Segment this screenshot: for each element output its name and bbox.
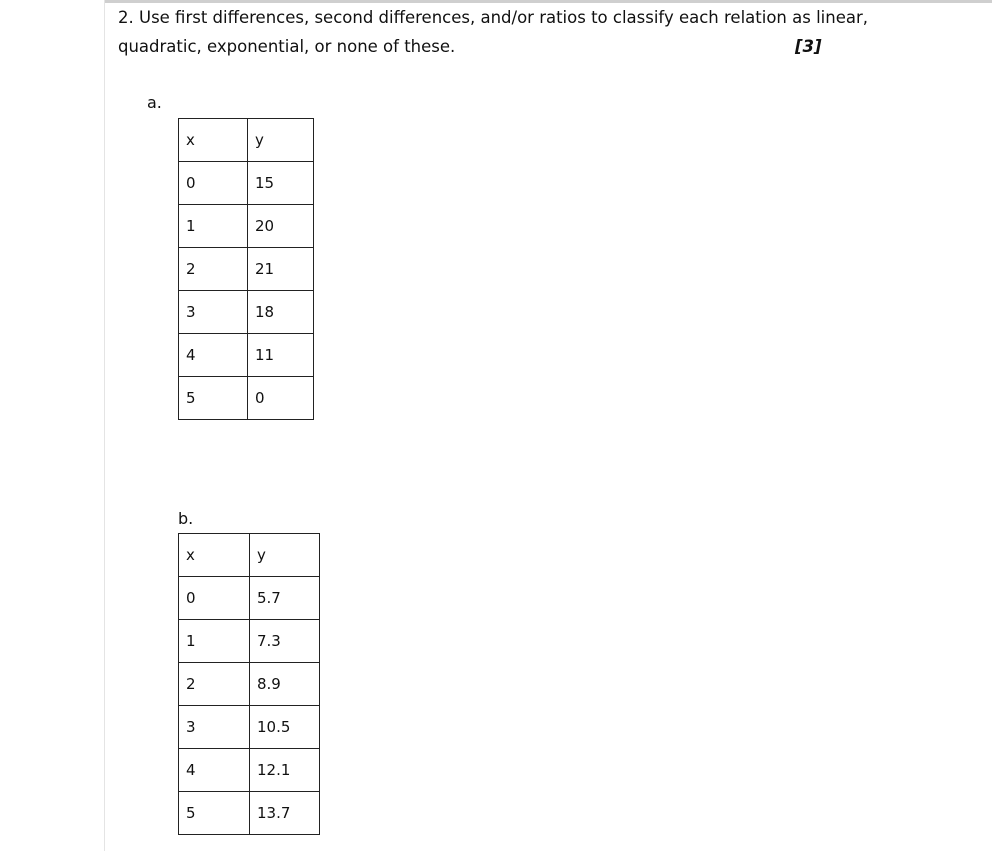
header-y: y — [248, 119, 314, 162]
part-a-label: a. — [147, 93, 162, 112]
table-row — [179, 248, 314, 291]
header-y: y — [250, 534, 320, 577]
table-row — [179, 663, 320, 706]
cell-y: 20 — [248, 205, 314, 248]
table-row — [179, 749, 320, 792]
cell-y: 12.1 — [250, 749, 320, 792]
cell-y: 8.9 — [250, 663, 320, 706]
cell-x: 3 — [179, 706, 250, 749]
cell-y: 11 — [248, 334, 314, 377]
page-top-rule — [104, 0, 992, 3]
cell-x: 0 — [179, 162, 248, 205]
cell-x: 4 — [179, 334, 248, 377]
header-x: x — [179, 534, 250, 577]
cell-x: 5 — [179, 792, 250, 835]
cell-y: 18 — [248, 291, 314, 334]
part-b-label: b. — [178, 509, 194, 528]
cell-x: 3 — [179, 291, 248, 334]
table-row — [179, 792, 320, 835]
table-row — [179, 205, 314, 248]
cell-y: 10.5 — [250, 706, 320, 749]
cell-y: 0 — [248, 377, 314, 420]
table-part-b — [178, 533, 320, 835]
cell-x: 2 — [179, 663, 250, 706]
question-text-line-1: 2. Use first differences, second differences, and/or ratios to classify each relation as linear, — [118, 8, 868, 27]
question-text-line-2: quadratic, exponential, or none of these. — [118, 37, 456, 56]
cell-y: 13.7 — [250, 792, 320, 835]
cell-y: 7.3 — [250, 620, 320, 663]
table-header-row — [179, 119, 314, 162]
cell-x: 1 — [179, 205, 248, 248]
table-part-a — [178, 118, 314, 420]
cell-x: 2 — [179, 248, 248, 291]
cell-x: 5 — [179, 377, 248, 420]
table-row — [179, 162, 314, 205]
cell-x: 4 — [179, 749, 250, 792]
cell-x: 1 — [179, 620, 250, 663]
table-header-row — [179, 534, 320, 577]
table-row — [179, 620, 320, 663]
table-row — [179, 377, 314, 420]
table-row — [179, 291, 314, 334]
cell-y: 5.7 — [250, 577, 320, 620]
cell-x: 0 — [179, 577, 250, 620]
cell-y: 15 — [248, 162, 314, 205]
marks-value: [3] — [795, 37, 822, 56]
page-left-edge — [104, 0, 105, 851]
header-x: x — [179, 119, 248, 162]
cell-y: 21 — [248, 248, 314, 291]
table-row — [179, 577, 320, 620]
table-row — [179, 334, 314, 377]
table-row — [179, 706, 320, 749]
